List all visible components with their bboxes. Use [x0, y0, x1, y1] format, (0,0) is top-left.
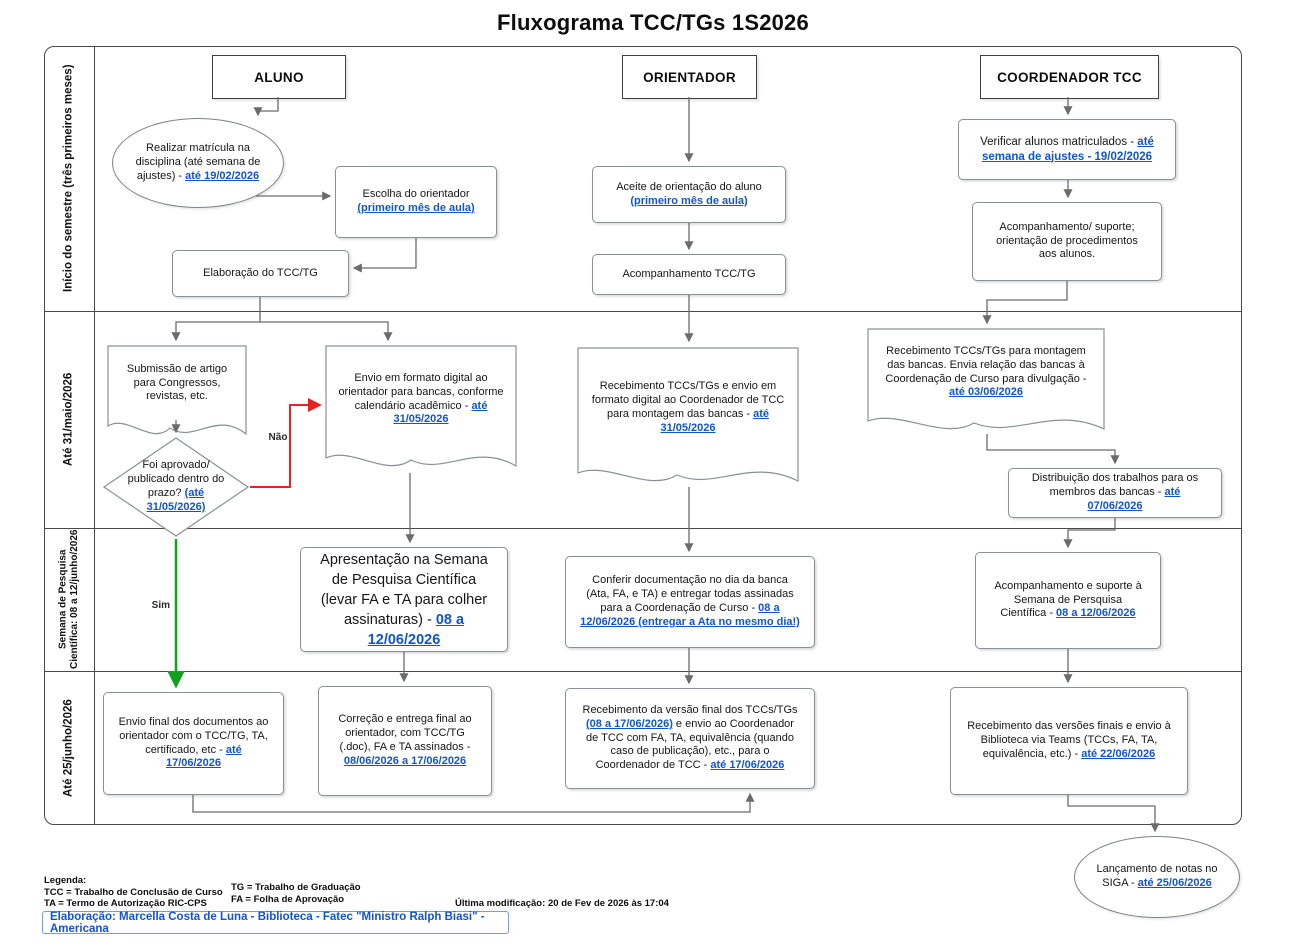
date-link[interactable]: (primeiro mês de aula) [357, 202, 475, 214]
node-envio-digital-orientador: Envio em formato digital ao orientador para bancas, conforme calendário acadêmico - até 31/05/2026 [325, 345, 517, 472]
edge-label-nao: Não [268, 432, 288, 443]
date-link[interactable]: (08 a 17/06/2026) [586, 717, 673, 730]
page-title: Fluxograma TCC/TGs 1S2026 [497, 10, 809, 35]
row-label-ate-25-junho: Até 25/junho/2026 [62, 699, 75, 797]
row-divider-1 [44, 311, 1242, 312]
legend-item-fa: FA = Folha de Aprovação [231, 893, 345, 905]
date-link[interactable]: até 17/06/2026 [710, 759, 785, 772]
elaboracao-box: Elaboração: Marcella Costa de Luna - Biblioteca - Fatec "Ministro Ralph Biasi" - Americana [42, 911, 509, 934]
node-acompanhamento-semana: Acompanhamento e suporte à Semana de Persquisa Científica - 08 a 12/06/2026 [975, 552, 1161, 649]
date-link[interactable]: até 17/06/2026 [165, 743, 242, 770]
node-elaboracao-tcc: Elaboração do TCC/TG [172, 250, 349, 297]
node-correcao-entrega-final: Correção e entrega final ao orientador, com TCC/TG (.doc), FA e TA assinados - 08/06/2026 a 17/06/2026 [318, 686, 492, 796]
node-submissao-artigo: Submissão de artigo para Congressos, revistas, etc. [107, 345, 247, 440]
row-label-ate-31-maio: Até 31/maio/2026 [62, 372, 75, 467]
date-link[interactable]: 08 a 12/06/2026 [1056, 607, 1136, 620]
node-envio-final-documentos: Envio final dos documentos ao orientador com o TCC/TG, TA, certificado, etc - até 17/06/2026 [103, 692, 284, 795]
node-decisao-aprovado: Foi aprovado/ publicado dentro do prazo? (até 31/05/2026) [103, 437, 249, 537]
node-recebimento-envio-coordenador: Recebimento TCCs/TGs e envio em formato digital ao Coordenador de TCC para montagem das bancas - até 31/05/2026 [577, 347, 799, 487]
date-link[interactable]: 08 a 12/06/2026 (entregar a Ata no mesmo dia!) [580, 602, 800, 628]
date-link[interactable]: até 31/05/2026 [660, 408, 770, 434]
date-link[interactable]: até 22/06/2026 [1081, 747, 1156, 760]
date-link[interactable]: (até 31/05/2026) [146, 487, 206, 513]
row-label-semana-pesquisa: Semana de Pesquisa Científica: 08 a 12/junho/2026 [57, 529, 80, 670]
node-acompanhamento-suporte: Acompanhamento/ suporte; orientação de procedimentos aos alunos. [972, 202, 1162, 281]
column-header-aluno: ALUNO [212, 55, 346, 99]
node-escolha-orientador: Escolha do orientador (primeiro mês de aula) [335, 166, 497, 238]
column-header-orientador: ORIENTADOR [622, 55, 757, 99]
date-link[interactable]: 08/06/2026 a 17/06/2026 [343, 754, 467, 767]
legend-block-2 [231, 882, 361, 905]
date-link[interactable]: (primeiro mês de aula) [630, 194, 748, 207]
legend-item-tcc: TCC = Trabalho de Conclusão de Curso [44, 886, 223, 898]
node-lancamento-notas-siga: Lançamento de notas no SIGA - até 25/06/2026 [1074, 836, 1240, 918]
node-verificar-matriculados: Verificar alunos matriculados - até semana de ajustes - 19/02/2026 [958, 119, 1176, 180]
legend-block [44, 875, 223, 910]
node-recebimento-versao-final: Recebimento da versão final dos TCCs/TGs (08 a 17/06/2026) e envio ao Coordenador de TCC com FA, TA, equivalência (quando caso de publicação), etc., para o Coordenador de TCC - até 17/06/2026 [565, 688, 815, 789]
label-column-divider [94, 46, 95, 825]
last-modified-value: 20 de Fev de 2026 às 17:04 [548, 898, 669, 909]
date-link[interactable]: 08 a 12/06/2026 [367, 611, 465, 648]
node-aceite-orientacao: Aceite de orientação do aluno (primeiro mês de aula) [592, 166, 786, 223]
node-recebimento-versoes-finais: Recebimento das versões finais e envio à Biblioteca via Teams (TCCs, FA, TA, equivalência, etc.) - até 22/06/2026 [950, 687, 1188, 795]
legend-item-tg: TG = Trabalho de Graduação [231, 882, 361, 893]
date-link[interactable]: até 03/06/2026 [948, 386, 1023, 399]
node-conferir-documentacao: Conferir documentação no dia da banca (Ata, FA, e TA) e entregar todas assinadas para a Coordenação de Curso - 08 a 12/06/2026 (entregar a Ata no mesmo dia!) [565, 556, 815, 648]
node-recebimento-montagem-bancas: Recebimento TCCs/TGs para montagem das bancas. Envia relação das bancas à Coordenação de Curso para divulgação - até 03/06/2026 [867, 328, 1105, 435]
date-link[interactable]: até 25/06/2026 [1137, 877, 1212, 889]
node-realizar-matricula: Realizar matrícula na disciplina (até semana de ajustes) - até 19/02/2026 [112, 118, 284, 208]
date-link[interactable]: até 19/02/2026 [185, 169, 260, 182]
edge-label-sim: Sim [151, 600, 170, 611]
row-label-inicio-semestre: Início do semestre (três primeiros meses) [62, 64, 75, 293]
date-link[interactable]: até 07/06/2026 [1087, 486, 1181, 512]
legend-item-ta: TA = Termo de Autorização RIC-CPS [44, 898, 207, 910]
column-header-coordenador-tcc: COORDENADOR TCC [980, 55, 1159, 99]
last-modified-label: Última modificação: [455, 898, 546, 909]
date-link[interactable]: até 31/05/2026 [393, 399, 488, 426]
date-link[interactable]: até semana de ajustes - 19/02/2026 [981, 136, 1154, 163]
row-divider-3 [44, 671, 1242, 672]
node-acompanhamento-tcc: Acompanhamento TCC/TG [592, 254, 786, 295]
node-distribuicao-trabalhos: Distribuição dos trabalhos para os membros das bancas - até 07/06/2026 [1008, 468, 1222, 518]
legend-heading: Legenda: [44, 875, 87, 886]
node-apresentacao-semana: Apresentação na Semana de Pesquisa Científica (levar FA e TA para colher assinaturas) - 08 a 12/06/2026 [300, 547, 508, 652]
